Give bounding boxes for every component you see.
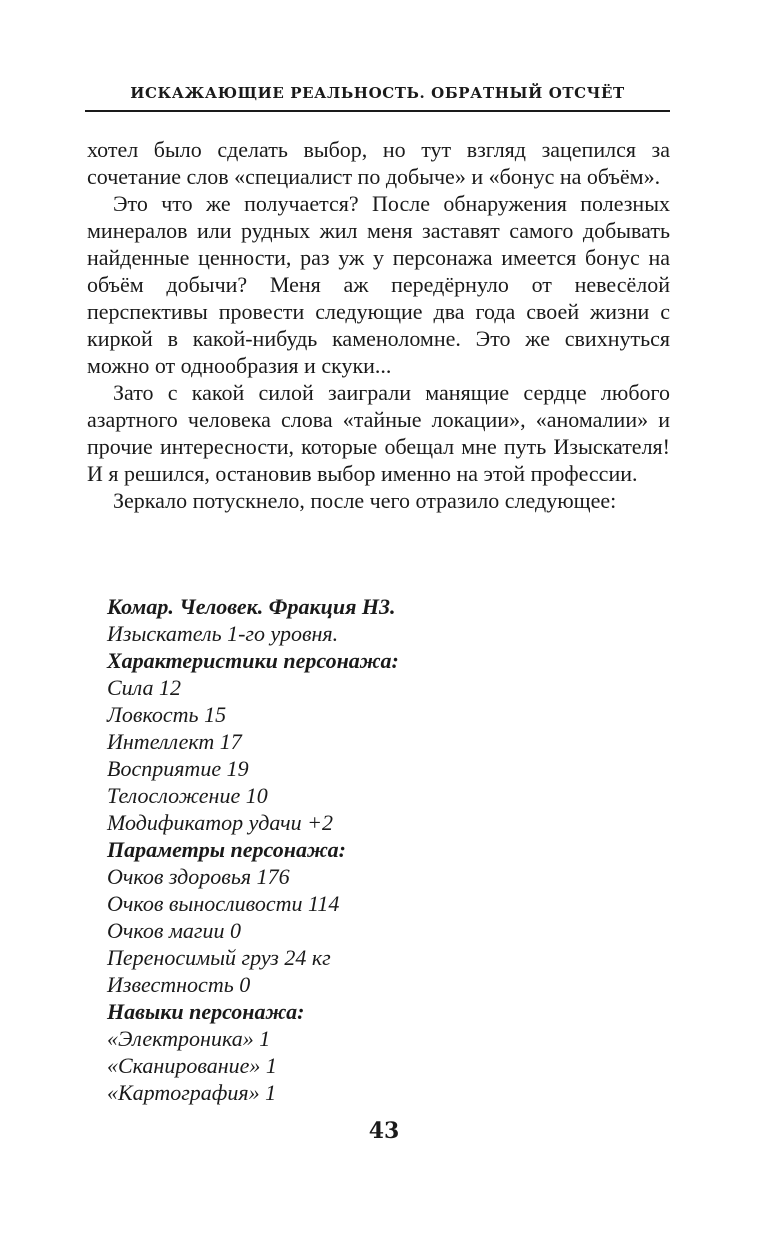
skill-cartography: «Картография» 1 [107,1080,277,1105]
paragraph: Зато с какой силой заиграли манящие сердце любого азартного человека слова «тайные локации», «аномалии» и прочие интересности, которые обещал мне путь Изыскателя! И я решился, остановив выбор именно на этой профессии. [87,380,670,486]
character-sheet [107,593,607,1106]
section-heading-skills: Навыки персонажа: [107,999,305,1024]
section-heading-parameters: Параметры персонажа: [107,837,346,862]
param-fame: Известность 0 [107,972,251,997]
skill-electronics: «Электроника» 1 [107,1026,271,1051]
param-health: Очков здоровья 176 [107,864,290,889]
running-head: ИСКАЖАЮЩИЕ РЕАЛЬНОСТЬ. ОБРАТНЫЙ ОТСЧЁТ [130,84,625,102]
paragraph: хотел было сделать выбор, но тут взгляд зацепился за сочетание слов «специалист по добыче» и «бонус на объём». [87,137,670,189]
stat-intellect: Интеллект 17 [107,729,242,754]
paragraph: Это что же получается? После обнаружения полезных минералов или рудных жил меня заставят самого добывать найденные ценности, раз уж у персонажа имеется бонус на объём добычи? Меня аж передёрнуло от невесёлой перспективы провести следующие два года своей жизни с киркой в какой-нибудь каменоломне. Это же свихнуться можно от однообразия и скуки... [87,191,670,378]
skill-scanning: «Сканирование» 1 [107,1053,277,1078]
paragraph: Зеркало потускнело, после чего отразило следующее: [113,488,617,513]
character-title: Комар. Человек. Фракция Н3. [107,594,396,619]
stat-luck-modifier: Модификатор удачи +2 [107,810,333,835]
stat-perception: Восприятие 19 [107,756,249,781]
param-magic: Очков магии 0 [107,918,242,943]
param-stamina: Очков выносливости 114 [107,891,340,916]
section-heading-characteristics: Характеристики персонажа: [107,648,399,673]
stat-agility: Ловкость 15 [107,702,227,727]
character-class: Изыскатель 1-го уровня. [107,621,339,646]
page-number: 43 [368,1118,400,1144]
param-carry-weight: Переносимый груз 24 кг [107,945,331,970]
header-rule [85,110,670,112]
stat-constitution: Телосложение 10 [107,783,268,808]
body-text [87,136,670,514]
stat-strength: Сила 12 [107,675,182,700]
